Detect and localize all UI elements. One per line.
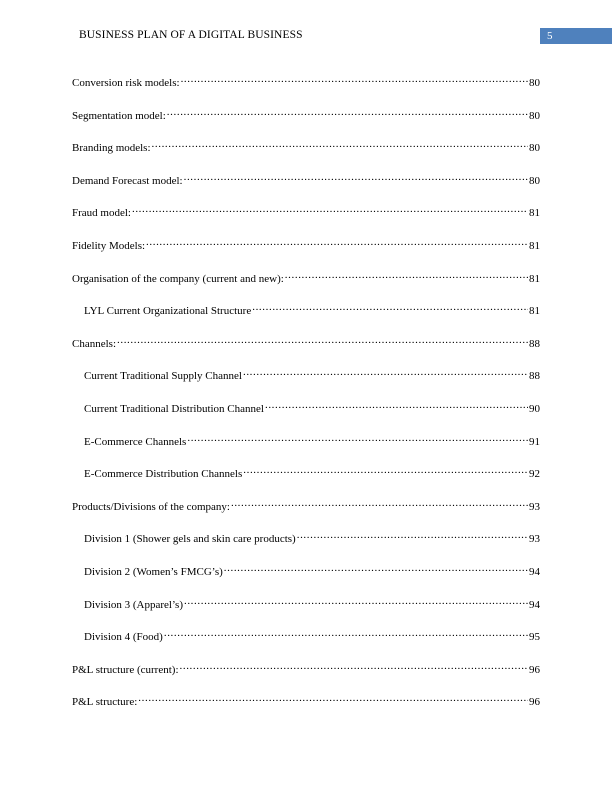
toc-entry-label: Fraud model: bbox=[72, 207, 131, 220]
toc-entry[interactable] bbox=[72, 333, 540, 366]
toc-entry-label: Conversion risk models: bbox=[72, 77, 180, 89]
toc-leader-dots bbox=[265, 398, 528, 412]
toc-entry-label: Channels: bbox=[72, 337, 116, 350]
toc-leader-dots bbox=[231, 496, 528, 510]
toc-subentry[interactable] bbox=[72, 300, 540, 333]
toc-leader-dots bbox=[243, 463, 528, 477]
toc-entry-page: 96 bbox=[529, 696, 540, 709]
toc-entry-label: Division 4 (Food) bbox=[84, 631, 163, 644]
toc-entry-label: Demand Forecast model: bbox=[72, 174, 183, 187]
toc-leader-dots bbox=[297, 528, 528, 542]
running-header-title: BUSINESS PLAN OF A DIGITAL BUSINESS bbox=[79, 29, 303, 41]
toc-entry[interactable] bbox=[72, 72, 540, 105]
toc-entry-label: Current Traditional Supply Channel bbox=[84, 370, 242, 383]
toc-entry-page: 81 bbox=[529, 305, 540, 318]
toc-leader-dots bbox=[146, 235, 528, 249]
toc-subentry[interactable] bbox=[72, 398, 540, 431]
toc-leader-dots bbox=[152, 137, 528, 151]
toc-leader-dots bbox=[184, 594, 528, 608]
toc-entry[interactable] bbox=[72, 137, 540, 170]
toc-entry-label: P&L structure: bbox=[72, 696, 138, 709]
toc-entry-page: 91 bbox=[529, 435, 540, 448]
toc-entry-page: 90 bbox=[529, 402, 540, 415]
toc-entry-label: Products/Divisions of the company: bbox=[72, 500, 230, 513]
toc-entry-page: 93 bbox=[529, 533, 540, 546]
toc-entry-page: 80 bbox=[529, 77, 540, 89]
toc-subentry[interactable] bbox=[72, 528, 540, 561]
toc-entry[interactable] bbox=[72, 691, 540, 724]
toc-subentry[interactable] bbox=[72, 463, 540, 496]
toc-entry-label: LYL Current Organizational Structure bbox=[84, 305, 252, 318]
toc-entry-label: Current Traditional Distribution Channel bbox=[84, 402, 264, 415]
toc-leader-dots bbox=[117, 333, 528, 347]
toc-leader-dots bbox=[184, 170, 528, 184]
toc-subentry[interactable] bbox=[72, 561, 540, 594]
toc-entry[interactable] bbox=[72, 202, 540, 235]
toc-entry[interactable] bbox=[72, 659, 540, 692]
toc-subentry[interactable] bbox=[72, 594, 540, 627]
toc-entry-label: Segmentation model: bbox=[72, 109, 166, 122]
toc-entry-page: 88 bbox=[529, 337, 540, 350]
toc-entry[interactable] bbox=[72, 105, 540, 138]
toc-leader-dots bbox=[252, 300, 528, 314]
toc-entry-label: Division 2 (Women’s FMCG’s) bbox=[84, 565, 223, 578]
toc-subentry[interactable] bbox=[72, 431, 540, 464]
toc-entry-page: 80 bbox=[529, 174, 540, 187]
toc-entry-page: 80 bbox=[529, 109, 540, 122]
toc-entry-label: Organisation of the company (current and new): bbox=[72, 272, 284, 285]
toc-leader-dots bbox=[138, 691, 528, 705]
toc-entry-label: Branding models: bbox=[72, 142, 151, 155]
toc-leader-dots bbox=[187, 431, 528, 445]
toc-subentry[interactable] bbox=[72, 626, 540, 659]
toc-entry-page: 96 bbox=[529, 663, 540, 676]
table-of-contents bbox=[72, 72, 540, 724]
toc-entry-page: 81 bbox=[529, 207, 540, 220]
toc-leader-dots bbox=[243, 365, 528, 379]
toc-leader-dots bbox=[132, 202, 528, 216]
toc-entry-page: 88 bbox=[529, 370, 540, 383]
toc-entry-page: 80 bbox=[529, 142, 540, 155]
toc-leader-dots bbox=[180, 659, 529, 673]
toc-leader-dots bbox=[164, 626, 528, 640]
toc-entry-page: 81 bbox=[529, 239, 540, 252]
toc-entry-page: 81 bbox=[529, 272, 540, 285]
toc-leader-dots bbox=[285, 268, 528, 282]
toc-entry-page: 92 bbox=[529, 468, 540, 481]
toc-leader-dots bbox=[181, 72, 528, 86]
toc-entry[interactable] bbox=[72, 235, 540, 268]
toc-entry[interactable] bbox=[72, 268, 540, 301]
toc-entry-label: P&L structure (current): bbox=[72, 663, 179, 676]
toc-entry-label: Fidelity Models: bbox=[72, 239, 146, 252]
page-number-badge: 5 bbox=[540, 28, 612, 44]
toc-entry-label: E-Commerce Distribution Channels bbox=[84, 468, 243, 481]
toc-entry-label: Division 1 (Shower gels and skin care products) bbox=[84, 533, 296, 546]
toc-entry-page: 94 bbox=[529, 565, 540, 578]
toc-entry-page: 93 bbox=[529, 500, 540, 513]
toc-leader-dots bbox=[224, 561, 528, 575]
toc-entry-label: Division 3 (Apparel’s) bbox=[84, 598, 183, 611]
toc-entry-page: 94 bbox=[529, 598, 540, 611]
toc-entry-label: E-Commerce Channels bbox=[84, 435, 187, 448]
toc-subentry[interactable] bbox=[72, 365, 540, 398]
toc-entry[interactable] bbox=[72, 496, 540, 529]
toc-entry-page: 95 bbox=[529, 631, 540, 644]
toc-leader-dots bbox=[167, 105, 528, 119]
toc-entry[interactable] bbox=[72, 170, 540, 203]
